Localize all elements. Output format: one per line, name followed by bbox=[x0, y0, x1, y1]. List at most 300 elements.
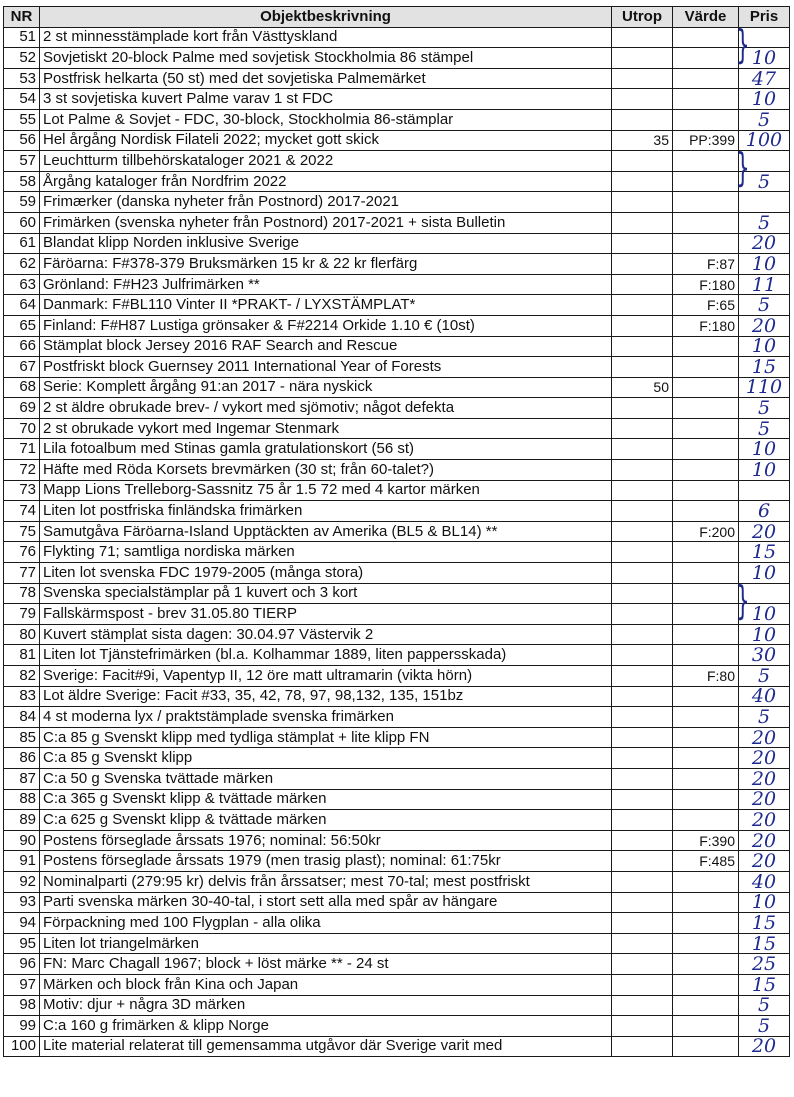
lot-price-handwritten: 15 bbox=[739, 357, 790, 378]
lot-number: 84 bbox=[4, 707, 40, 728]
lot-price-handwritten: 5 bbox=[739, 295, 790, 316]
lot-description: Blandat klipp Norden inklusive Sverige bbox=[40, 233, 612, 254]
lot-number: 54 bbox=[4, 89, 40, 110]
lot-description: Stämplat block Jersey 2016 RAF Search and Rescue bbox=[40, 336, 612, 357]
lot-price-handwritten: 5 bbox=[739, 707, 790, 728]
header-description: Objektbeskrivning bbox=[40, 7, 612, 28]
table-row bbox=[4, 974, 790, 995]
lot-description: Nominalparti (279:95 kr) delvis från årssatser; mest 70-tal; mest postfriskt bbox=[40, 871, 612, 892]
grouping-brace-icon: } bbox=[736, 146, 750, 192]
lot-description: Liten lot Tjänstefrimärken (bl.a. Kolhammar 1889, liten pappersskada) bbox=[40, 645, 612, 666]
lot-number: 85 bbox=[4, 727, 40, 748]
lot-start-price bbox=[612, 192, 673, 213]
lot-start-price bbox=[612, 109, 673, 130]
lot-catalog-value bbox=[673, 357, 739, 378]
lot-price-handwritten: 20 bbox=[739, 789, 790, 810]
lot-number: 95 bbox=[4, 933, 40, 954]
lot-catalog-value bbox=[673, 933, 739, 954]
lot-description: C:a 85 g Svenskt klipp med tydliga stämplat + lite klipp FN bbox=[40, 727, 612, 748]
table-row bbox=[4, 357, 790, 378]
lot-description: 2 st äldre obrukade brev- / vykort med sjömotiv; något defekta bbox=[40, 398, 612, 419]
lot-catalog-value bbox=[673, 913, 739, 934]
lot-catalog-value bbox=[673, 233, 739, 254]
lot-start-price bbox=[612, 254, 673, 275]
lot-catalog-value bbox=[673, 460, 739, 481]
lot-price-handwritten: 10 bbox=[739, 563, 790, 584]
lot-catalog-value bbox=[673, 1016, 739, 1037]
lot-number: 70 bbox=[4, 418, 40, 439]
lot-catalog-value bbox=[673, 789, 739, 810]
lot-start-price bbox=[612, 933, 673, 954]
lot-start-price bbox=[612, 336, 673, 357]
lot-start-price bbox=[612, 830, 673, 851]
header-pris: Pris bbox=[739, 7, 790, 28]
lot-start-price bbox=[612, 583, 673, 604]
lot-number: 58 bbox=[4, 171, 40, 192]
table-row bbox=[4, 192, 790, 213]
lot-catalog-value bbox=[673, 768, 739, 789]
lot-rows bbox=[4, 22, 790, 1058]
lot-price-handwritten: 20 bbox=[739, 748, 790, 769]
table-row bbox=[4, 233, 790, 254]
lot-start-price bbox=[612, 686, 673, 707]
lot-price-handwritten: 10 bbox=[739, 254, 790, 275]
lot-description: Lila fotoalbum med Stinas gamla gratulationskort (56 st) bbox=[40, 439, 612, 460]
lot-start-price bbox=[612, 295, 673, 316]
lot-catalog-value bbox=[673, 748, 739, 769]
lot-description: Liten lot svenska FDC 1979-2005 (många stora) bbox=[40, 563, 612, 584]
lot-price-handwritten: 10 bbox=[739, 460, 790, 481]
lot-description: Sverige: Facit#9i, Vapentyp II, 12 öre matt ultramarin (vikta hörn) bbox=[40, 666, 612, 687]
lot-catalog-value bbox=[673, 398, 739, 419]
lot-price-handwritten: 30 bbox=[739, 645, 790, 666]
lot-catalog-value: F:390 bbox=[673, 830, 739, 851]
lot-catalog-value: F:87 bbox=[673, 254, 739, 275]
lot-description: Lite material relaterat till gemensamma utgåvor där Sverige varit med bbox=[40, 1036, 612, 1057]
header-row bbox=[4, 7, 790, 28]
lot-number: 90 bbox=[4, 830, 40, 851]
lot-start-price bbox=[612, 542, 673, 563]
lot-number: 67 bbox=[4, 357, 40, 378]
lot-catalog-value bbox=[673, 645, 739, 666]
table-row bbox=[4, 686, 790, 707]
lot-start-price bbox=[612, 995, 673, 1016]
lot-description: Samutgåva Färöarna-Island Upptäckten av Amerika (BL5 & BL14) ** bbox=[40, 521, 612, 542]
lot-number: 56 bbox=[4, 130, 40, 151]
lot-start-price bbox=[612, 604, 673, 625]
lot-catalog-value: PP:399 bbox=[673, 130, 739, 151]
lot-start-price bbox=[612, 727, 673, 748]
lot-number: 94 bbox=[4, 913, 40, 934]
lot-number: 91 bbox=[4, 851, 40, 872]
table-row bbox=[4, 995, 790, 1016]
lot-number: 92 bbox=[4, 871, 40, 892]
lot-start-price bbox=[612, 48, 673, 69]
lot-description: Motiv: djur + några 3D märken bbox=[40, 995, 612, 1016]
lot-price-handwritten: 5 bbox=[739, 212, 790, 233]
lot-catalog-value bbox=[673, 192, 739, 213]
table-row bbox=[4, 336, 790, 357]
table-row bbox=[4, 480, 790, 501]
table-row bbox=[4, 171, 790, 192]
lot-catalog-value: F:180 bbox=[673, 315, 739, 336]
lot-catalog-value bbox=[673, 109, 739, 130]
lot-price-handwritten: 10 bbox=[739, 624, 790, 645]
table-row bbox=[4, 501, 790, 522]
lot-catalog-value bbox=[673, 439, 739, 460]
lot-price-handwritten: 110 bbox=[739, 377, 790, 398]
lot-price-handwritten: 20 bbox=[739, 315, 790, 336]
lot-number: 80 bbox=[4, 624, 40, 645]
lot-number: 79 bbox=[4, 604, 40, 625]
lot-price-handwritten: 10 bbox=[739, 89, 790, 110]
lot-start-price bbox=[612, 357, 673, 378]
lot-number: 97 bbox=[4, 974, 40, 995]
lot-start-price bbox=[612, 892, 673, 913]
lot-description: C:a 50 g Svenska tvättade märken bbox=[40, 768, 612, 789]
lot-catalog-value bbox=[673, 68, 739, 89]
lot-catalog-value bbox=[673, 871, 739, 892]
lot-start-price bbox=[612, 68, 673, 89]
table-row bbox=[4, 954, 790, 975]
lot-description: C:a 625 g Svenskt klipp & tvättade märken bbox=[40, 810, 612, 831]
lot-price-handwritten: 15 bbox=[739, 913, 790, 934]
lot-price-handwritten: 10 bbox=[739, 48, 790, 69]
table-row bbox=[4, 130, 790, 151]
header-varde: Värde bbox=[673, 7, 739, 28]
lot-catalog-value bbox=[673, 171, 739, 192]
lot-price-handwritten bbox=[736, 146, 790, 192]
lot-catalog-value bbox=[673, 501, 739, 522]
lot-price-handwritten: 10 bbox=[739, 439, 790, 460]
lot-number: 65 bbox=[4, 315, 40, 336]
table-row bbox=[4, 645, 790, 666]
lot-number: 76 bbox=[4, 542, 40, 563]
lot-catalog-value bbox=[673, 480, 739, 501]
lot-catalog-value: F:80 bbox=[673, 666, 739, 687]
lot-catalog-value bbox=[673, 995, 739, 1016]
lot-start-price bbox=[612, 563, 673, 584]
lot-number: 83 bbox=[4, 686, 40, 707]
lot-number: 68 bbox=[4, 377, 40, 398]
lot-price-handwritten: 20 bbox=[739, 521, 790, 542]
lot-start-price bbox=[612, 810, 673, 831]
lot-start-price bbox=[612, 460, 673, 481]
lot-catalog-value bbox=[673, 686, 739, 707]
lot-number: 77 bbox=[4, 563, 40, 584]
lot-number: 60 bbox=[4, 212, 40, 233]
lot-start-price bbox=[612, 27, 673, 48]
lot-number: 88 bbox=[4, 789, 40, 810]
table-row bbox=[4, 27, 790, 48]
table-row bbox=[4, 109, 790, 130]
table-row bbox=[4, 460, 790, 481]
table-row bbox=[4, 624, 790, 645]
lot-price-handwritten: 47 bbox=[739, 68, 790, 89]
lot-catalog-value bbox=[673, 418, 739, 439]
lot-catalog-value bbox=[673, 604, 739, 625]
lot-description: Frimärken (svenska nyheter från Postnord) 2017-2021 + sista Bulletin bbox=[40, 212, 612, 233]
lot-start-price bbox=[612, 1036, 673, 1057]
lot-start-price bbox=[612, 212, 673, 233]
lot-price-handwritten: 5 bbox=[739, 995, 790, 1016]
lot-description: Förpackning med 100 Flygplan - alla olika bbox=[40, 913, 612, 934]
lot-start-price bbox=[612, 748, 673, 769]
lot-number: 55 bbox=[4, 109, 40, 130]
lot-start-price bbox=[612, 624, 673, 645]
table-row bbox=[4, 48, 790, 69]
lot-catalog-value: F:65 bbox=[673, 295, 739, 316]
lot-start-price: 35 bbox=[612, 130, 673, 151]
lot-number: 96 bbox=[4, 954, 40, 975]
table-row bbox=[4, 315, 790, 336]
lot-price-handwritten: 15 bbox=[739, 933, 790, 954]
table-row bbox=[4, 1016, 790, 1037]
lot-description: Postens förseglade årssats 1979 (men trasig plast); nominal: 61:75kr bbox=[40, 851, 612, 872]
lot-price-handwritten: 15 bbox=[739, 542, 790, 563]
lot-start-price bbox=[612, 439, 673, 460]
lot-number: 63 bbox=[4, 274, 40, 295]
lot-table bbox=[3, 6, 790, 1057]
table-row bbox=[4, 563, 790, 584]
lot-start-price bbox=[612, 171, 673, 192]
table-row bbox=[4, 398, 790, 419]
lot-description: Liten lot postfriska finländska frimärken bbox=[40, 501, 612, 522]
lot-price-handwritten: 10 bbox=[739, 892, 790, 913]
lot-number: 72 bbox=[4, 460, 40, 481]
lot-number: 82 bbox=[4, 666, 40, 687]
lot-price-handwritten: 20 bbox=[739, 233, 790, 254]
lot-number: 59 bbox=[4, 192, 40, 213]
table-row bbox=[4, 254, 790, 275]
lot-catalog-value bbox=[673, 336, 739, 357]
table-row bbox=[4, 707, 790, 728]
lot-price-handwritten: 5 bbox=[739, 171, 790, 192]
lot-start-price: 50 bbox=[612, 377, 673, 398]
lot-number: 62 bbox=[4, 254, 40, 275]
lot-start-price bbox=[612, 418, 673, 439]
lot-price-handwritten: 20 bbox=[739, 727, 790, 748]
table-row bbox=[4, 830, 790, 851]
lot-description: Liten lot triangelmärken bbox=[40, 933, 612, 954]
lot-number: 75 bbox=[4, 521, 40, 542]
table-row bbox=[4, 748, 790, 769]
lot-start-price bbox=[612, 151, 673, 172]
lot-catalog-value bbox=[673, 89, 739, 110]
table-row bbox=[4, 768, 790, 789]
lot-description: Häfte med Röda Korsets brevmärken (30 st; från 60-talet?) bbox=[40, 460, 612, 481]
lot-description: 2 st obrukade vykort med Ingemar Stenmark bbox=[40, 418, 612, 439]
table-row bbox=[4, 439, 790, 460]
lot-start-price bbox=[612, 645, 673, 666]
lot-number: 73 bbox=[4, 480, 40, 501]
lot-catalog-value bbox=[673, 212, 739, 233]
table-row bbox=[4, 418, 790, 439]
lot-number: 71 bbox=[4, 439, 40, 460]
lot-catalog-value bbox=[673, 624, 739, 645]
lot-description: Parti svenska märken 30-40-tal, i stort sett alla med spår av hängare bbox=[40, 892, 612, 913]
lot-price-handwritten: 20 bbox=[739, 851, 790, 872]
table-row bbox=[4, 583, 790, 604]
table-row bbox=[4, 1036, 790, 1057]
lot-price-handwritten: 5 bbox=[739, 109, 790, 130]
lot-description: 4 st moderna lyx / praktstämplade svenska frimärken bbox=[40, 707, 612, 728]
lot-description: Frimærker (danska nyheter från Postnord) 2017-2021 bbox=[40, 192, 612, 213]
lot-description: Årgång kataloger från Nordfrim 2022 bbox=[40, 171, 612, 192]
table-row bbox=[4, 851, 790, 872]
lot-price-handwritten bbox=[739, 192, 790, 213]
table-row bbox=[4, 151, 790, 172]
lot-number: 66 bbox=[4, 336, 40, 357]
lot-catalog-value bbox=[673, 542, 739, 563]
table-row bbox=[4, 789, 790, 810]
lot-price-handwritten: 20 bbox=[739, 830, 790, 851]
lot-start-price bbox=[612, 789, 673, 810]
lot-number: 51 bbox=[4, 27, 40, 48]
lot-catalog-value bbox=[673, 151, 739, 172]
lot-catalog-value bbox=[673, 27, 739, 48]
lot-price-handwritten: 5 bbox=[739, 398, 790, 419]
lot-description: FN: Marc Chagall 1967; block + löst märke ** - 24 st bbox=[40, 954, 612, 975]
lot-price-handwritten: 20 bbox=[739, 1036, 790, 1057]
table-row bbox=[4, 295, 790, 316]
lot-description: Märken och block från Kina och Japan bbox=[40, 974, 612, 995]
lot-catalog-value bbox=[673, 583, 739, 604]
lot-catalog-value bbox=[673, 954, 739, 975]
lot-start-price bbox=[612, 768, 673, 789]
table-row bbox=[4, 666, 790, 687]
lot-number: 53 bbox=[4, 68, 40, 89]
lot-number: 87 bbox=[4, 768, 40, 789]
lot-number: 98 bbox=[4, 995, 40, 1016]
lot-description: Postfriskt block Guernsey 2011 International Year of Forests bbox=[40, 357, 612, 378]
lot-description: C:a 85 g Svenskt klipp bbox=[40, 748, 612, 769]
table-row bbox=[4, 913, 790, 934]
lot-price-handwritten: 40 bbox=[739, 686, 790, 707]
lot-catalog-value bbox=[673, 48, 739, 69]
lot-catalog-value bbox=[673, 563, 739, 584]
lot-catalog-value bbox=[673, 707, 739, 728]
table-row bbox=[4, 727, 790, 748]
lot-catalog-value bbox=[673, 1036, 739, 1057]
lot-start-price bbox=[612, 501, 673, 522]
lot-start-price bbox=[612, 913, 673, 934]
lot-number: 93 bbox=[4, 892, 40, 913]
lot-price-handwritten: 10 bbox=[739, 604, 790, 625]
lot-start-price bbox=[612, 398, 673, 419]
table-row bbox=[4, 521, 790, 542]
lot-number: 64 bbox=[4, 295, 40, 316]
lot-price-handwritten: 5 bbox=[739, 666, 790, 687]
lot-catalog-value bbox=[673, 974, 739, 995]
lot-price-handwritten: 20 bbox=[739, 768, 790, 789]
lot-number: 57 bbox=[4, 151, 40, 172]
lot-price-handwritten: 10 bbox=[739, 336, 790, 357]
lot-number: 69 bbox=[4, 398, 40, 419]
lot-catalog-value bbox=[673, 810, 739, 831]
lot-number: 89 bbox=[4, 810, 40, 831]
lot-description: Leuchtturm tillbehörskataloger 2021 & 2022 bbox=[40, 151, 612, 172]
lot-start-price bbox=[612, 521, 673, 542]
lot-description: Serie: Komplett årgång 91:an 2017 - nära nyskick bbox=[40, 377, 612, 398]
lot-start-price bbox=[612, 315, 673, 336]
lot-start-price bbox=[612, 954, 673, 975]
lot-number: 81 bbox=[4, 645, 40, 666]
lot-description: Danmark: F#BL110 Vinter II *PRAKT- / LYXSTÄMPLAT* bbox=[40, 295, 612, 316]
lot-price-handwritten: 25 bbox=[739, 954, 790, 975]
lot-description: 2 st minnesstämplade kort från Västtyskland bbox=[40, 27, 612, 48]
table-row bbox=[4, 933, 790, 954]
table-row bbox=[4, 89, 790, 110]
table-row bbox=[4, 212, 790, 233]
lot-description: Postens förseglade årssats 1976; nominal: 56:50kr bbox=[40, 830, 612, 851]
lot-description: Svenska specialstämplar på 1 kuvert och 3 kort bbox=[40, 583, 612, 604]
lot-price-handwritten: 6 bbox=[739, 501, 790, 522]
lot-start-price bbox=[612, 480, 673, 501]
lot-description: 3 st sovjetiska kuvert Palme varav 1 st FDC bbox=[40, 89, 612, 110]
lot-number: 86 bbox=[4, 748, 40, 769]
lot-catalog-value: F:485 bbox=[673, 851, 739, 872]
lot-number: 61 bbox=[4, 233, 40, 254]
lot-description: Kuvert stämplat sista dagen: 30.04.97 Västervik 2 bbox=[40, 624, 612, 645]
lot-description: Sovjetiskt 20-block Palme med sovjetisk Stockholmia 86 stämpel bbox=[40, 48, 612, 69]
lot-description: C:a 160 g frimärken & klipp Norge bbox=[40, 1016, 612, 1037]
lot-catalog-value bbox=[673, 727, 739, 748]
lot-price-handwritten: 15 bbox=[739, 974, 790, 995]
lot-start-price bbox=[612, 974, 673, 995]
table-row bbox=[4, 871, 790, 892]
lot-number: 52 bbox=[4, 48, 40, 69]
lot-start-price bbox=[612, 871, 673, 892]
lot-start-price bbox=[612, 851, 673, 872]
lot-number: 78 bbox=[4, 583, 40, 604]
auction-sheet bbox=[3, 6, 790, 1057]
lot-description: Grönland: F#H23 Julfrimärken ** bbox=[40, 274, 612, 295]
lot-start-price bbox=[612, 707, 673, 728]
lot-start-price bbox=[612, 274, 673, 295]
lot-description: Hel årgång Nordisk Filateli 2022; mycket gott skick bbox=[40, 130, 612, 151]
lot-price-handwritten: 5 bbox=[739, 418, 790, 439]
lot-price-handwritten: 5 bbox=[739, 1016, 790, 1037]
lot-start-price bbox=[612, 1016, 673, 1037]
lot-start-price bbox=[612, 233, 673, 254]
lot-price-handwritten: 20 bbox=[739, 810, 790, 831]
lot-price-handwritten: 40 bbox=[739, 871, 790, 892]
lot-description: Fallskärmspost - brev 31.05.80 TIERP bbox=[40, 604, 612, 625]
table-row bbox=[4, 542, 790, 563]
lot-price-handwritten: 100 bbox=[739, 130, 790, 151]
lot-description: Finland: F#H87 Lustiga grönsaker & F#2214 Orkide 1.10 € (10st) bbox=[40, 315, 612, 336]
lot-description: C:a 365 g Svenskt klipp & tvättade märken bbox=[40, 789, 612, 810]
lot-catalog-value: F:200 bbox=[673, 521, 739, 542]
lot-catalog-value: F:180 bbox=[673, 274, 739, 295]
lot-description: Mapp Lions Trelleborg-Sassnitz 75 år 1.5 72 med 4 kartor märken bbox=[40, 480, 612, 501]
header-utrop: Utrop bbox=[612, 7, 673, 28]
lot-catalog-value bbox=[673, 377, 739, 398]
lot-price-handwritten bbox=[739, 480, 790, 501]
lot-catalog-value bbox=[673, 892, 739, 913]
lot-number: 99 bbox=[4, 1016, 40, 1037]
header-nr: NR bbox=[4, 7, 40, 28]
lot-start-price bbox=[612, 89, 673, 110]
lot-start-price bbox=[612, 666, 673, 687]
lot-description: Lot äldre Sverige: Facit #33, 35, 42, 78, 97, 98,132, 135, 151bz bbox=[40, 686, 612, 707]
lot-number: 74 bbox=[4, 501, 40, 522]
lot-description: Färöarna: F#378-379 Bruksmärken 15 kr & 22 kr flerfärg bbox=[40, 254, 612, 275]
table-row bbox=[4, 274, 790, 295]
table-row bbox=[4, 810, 790, 831]
table-row bbox=[4, 68, 790, 89]
